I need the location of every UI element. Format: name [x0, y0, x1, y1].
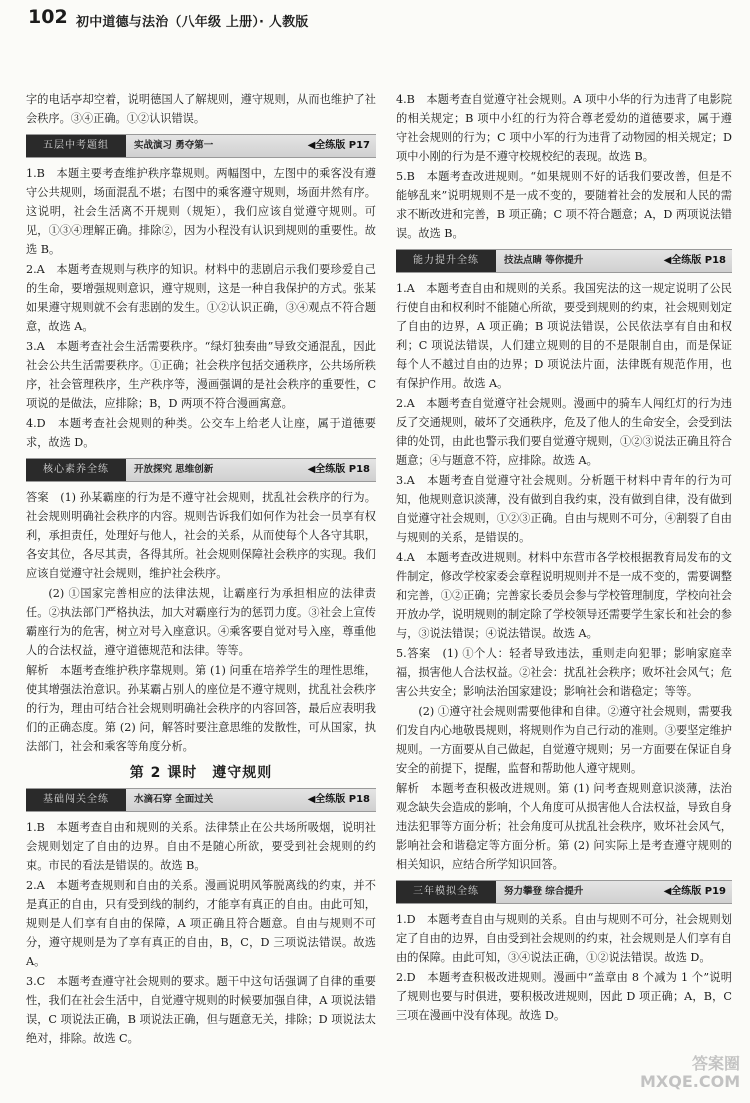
answer-item: 4.D 本题考查社会规则的种类。公交车上给老人让座，属于道德要求，故选 D。: [26, 417, 376, 449]
answer-item: 1.B 本题考查自由和规则的关系。法律禁止在公共场所吸烟，说明社会规则划定了自由的边界。自由不是随心所欲，要受到社会规则的约束。市民的看法是错误的。故选 B。: [26, 821, 376, 872]
watermark-line: 答案圈: [691, 1054, 740, 1073]
answer-item: 2.A 本题考查规则和自由的关系。漫画说明风筝脱离线的约束，并不是真正的自由，只有受到线的制约，才能享有真正的自由。由此可知，规则是人们享有自由的保障，A 项正确且符合题意。自由与规则不可分，遵守规则是为了享有真正的自由，B，C，D 三项说法错误。故选 A。: [26, 879, 376, 968]
section-subtitle: 水滴石穿 全面过关: [134, 794, 214, 805]
answer-item: 2.A 本题考查自觉遵守社会规则。漫画中的骑车人闯红灯的行为违反了交通规则，破坏了交通秩序，危及了他人的生命安全，会受到法律的处罚，由此也警示我们要自觉遵守规则，①②③说法正确且符合题意；④与题意不符，应排除。故选 A。: [396, 397, 732, 467]
section-band-core: [26, 458, 376, 482]
section-reference: ◀全练版 P18: [307, 464, 370, 475]
section-reference: ◀全练版 P17: [307, 140, 370, 151]
answer-item: 5.答案 (1) ①个人：轻者导致违法，重则走向犯罪；影响家庭幸福，损害他人合法权益。②社会：扰乱社会秩序；败坏社会风气；危害公共安全；影响法治国家建设；影响社会和谐稳定；等等。: [396, 647, 732, 698]
section-reference: ◀全练版 P19: [663, 886, 726, 897]
section-reference: ◀全练版 P18: [663, 255, 726, 266]
analysis-item: 解析 本题考查积极改进规则。第 (1) 问考查规则意识淡薄，法治观念缺失会造成的影响，个人角度可从损害他人合法权益，导致自身违法犯罪等方面分析；社会角度可从扰乱社会秩序，败坏社会风气，影响社会和谐稳定等方面分析。第 (2) 问实际上是考查遵守规则的相关知识，应结合所学知识回答。: [396, 782, 732, 871]
section-band-exam: [26, 134, 376, 158]
answer-item: 2.D 本题考查积极改进规则。漫画中“盖章由 8 个减为 1 个”说明了规则也要与时俱进，要积极改进规则，因此 D 项正确；A，B，C 三项在漫画中没有体现。故选 D。: [396, 971, 732, 1022]
left-column: [26, 90, 376, 1049]
section-tag: 能力提升全练: [396, 250, 496, 272]
lesson-title: 第 2 课时 遵守规则: [129, 765, 273, 781]
answer-item: 5.B 本题考查改进规则。“如果规则不好的话我们要改善，但是不能够乱来”说明规则不是一成不变的，要随着社会的发展和人民的需求不断改进和完善，B 项正确；C 项不符合题意；A，D 两项说法错误。故选 B。: [396, 170, 732, 240]
answer-item: 3.C 本题考查遵守社会规则的要求。题干中这句话强调了自律的重要性，我们在社会生活中，自觉遵守规则的时候要加强自律，A 项说法错误，C 项说法正确，B 项说法正确，但与题意无关，排除；D 项说法太绝对，排除。故选 C。: [26, 975, 376, 1045]
section-tag: 基础闯关全练: [26, 789, 126, 811]
section-band-basic: [26, 788, 376, 812]
answer-item: 1.B 本题主要考查维护秩序靠规则。两幅图中，左图中的乘客没有遵守公共规则，场面混乱不堪；右图中的乘客遵守规则，场面井然有序。这说明，社会生活离不开规则（规矩），我们应该自觉遵守规则。可见，①③④理解正确。排除②，因为小程没有认识到规则的重要性。故选 B。: [26, 167, 376, 256]
section-tag: 五层中考题组: [26, 135, 126, 157]
section-subtitle: 努力攀登 综合提升: [504, 886, 584, 897]
right-column: [396, 90, 732, 1026]
answer-item: (2) ①国家完善相应的法律法规，让霸座行为承担相应的法律责任。②执法部门严格执法，加大对霸座行为的惩罚力度。③社会上宣传霸座行为的危害，树立对号入座意识。④乘客要自觉对号入座，尊重他人的合法权益，遵守道德规范和法律。等等。: [26, 587, 376, 657]
intro-text: 字的电话亭却空着，说明德国人了解规则，遵守规则，从而也维护了社会秩序。③④正确。①②认识错误。: [26, 93, 376, 125]
answer-item: 1.D 本题考查自由与规则的关系。自由与规则不可分，社会规则划定了自由的边界，自由受到社会规则的约束，社会规则是人们享有自由的保障。由此可知，③④说法正确，①②说法错误。故选 D。: [396, 913, 732, 964]
section-band-ability: [396, 249, 732, 273]
section-tag: 核心素养全练: [26, 459, 126, 481]
watermark-line: MXQE.COM: [640, 1072, 741, 1091]
page-number: 102: [28, 6, 68, 28]
section-subtitle: 开放探究 思维创新: [134, 464, 214, 475]
answer-item: 1.A 本题考查自由和规则的关系。我国宪法的这一规定说明了公民行使自由和权利时不能随心所欲，要受到规则的约束，社会规则划定了自由的边界，A 项正确；B 项说法错误，公民依法享有自由和权利；C 项说法错误，人们建立规则的目的不是限制自由，而是保证每个人不越过自由的边界；D 项说法片面，法律既有规范作用，也有保护作用。故选 A。: [396, 282, 732, 390]
answer-item: 3.A 本题考查社会生活需要秩序。“绿灯独奏曲”导致交通混乱，因此社会公共生活需要秩序。①正确；社会秩序包括交通秩序，公共场所秩序，社会管理秩序，生产秩序等，漫画强调的是社会秩序的重要性，C 项说的是做法，应排除；B，D 两项不符合漫画寓意。: [26, 340, 376, 410]
section-subtitle: 技法点睛 等你提升: [504, 255, 584, 266]
section-reference: ◀全练版 P18: [307, 794, 370, 805]
answer-item: 2.A 本题考查规则与秩序的知识。材料中的悲剧启示我们要珍爱自己的生命，要增强规则意识，遵守规则，这是一种自我保护的方式。张某如果遵守规则就不会有悲剧的发生。①②认识正确，③④观点不符合题意，故选 A。: [26, 263, 376, 333]
answer-item: (2) ①遵守社会规则需要他律和自律。②遵守社会规则，需要我们发自内心地敬畏规则，将规则作为自己行动的准则。③要坚定维护规则。一方面要从自己做起，自觉遵守规则；另一方面要在保证自身安全的前提下，提醒，监督和帮助他人遵守规则。: [396, 705, 732, 775]
answer-item: 3.A 本题考查自觉遵守社会规则。分析题干材料中青年的行为可知，他规则意识淡薄，没有做到自我约束，没有做到自律，没有做到自觉遵守社会规则，①②③正确。自由与规则不可分，④割裂了自由与规则的关系，是错误的。: [396, 474, 732, 544]
section-tag: 三年模拟全练: [396, 881, 496, 903]
section-band-simulation: [396, 880, 732, 904]
answer-item: 4.B 本题考查自觉遵守社会规则。A 项中小华的行为违背了电影院的相关规定；B 项中小红的行为符合尊老爱幼的道德要求，属于遵守社会规则的行为；C 项中小军的行为违背了动物园的相关规定；D 项中小刚的行为是不遵守校规校纪的表现。故选 B。: [396, 93, 732, 163]
book-title: 初中道德与法治（八年级 上册）· 人教版: [76, 15, 309, 30]
analysis-item: 解析 本题考查维护秩序靠规则。第 (1) 问重在培养学生的理性思维，使其增强法治意识。孙某霸占别人的座位是不遵守规则，扰乱社会秩序的行为，理由可结合社会规则明确社会秩序的内容回答，最后应表明我们的正确态度。第 (2) 问，解答时要注意思维的发散性，可从国家，执法部门，社会和乘客等角度分析。: [26, 664, 376, 753]
answer-item: 答案 (1) 孙某霸座的行为是不遵守社会规则，扰乱社会秩序的行为。社会规则明确社会秩序的内容。规则告诉我们如何作为社会一员享有权利，承担责任，处理好与他人，社会的关系，从而使每个人各守其职，各安其位，各尽其责，各得其所。社会规则保障社会秩序的实现。我们应该自觉遵守社会规则，维护社会秩序。: [26, 491, 376, 580]
section-subtitle: 实战演习 勇夺第一: [134, 140, 214, 151]
answer-item: 4.A 本题考查改进规则。材料中东营市各学校根据教育局发布的文件制定，修改学校家委会章程说明规则并不是一成不变的，需要调整和完善，①②正确；完善家长委员会参与学校管理制度，学校向社会开放办学，说明规则的制定除了学校领导还需要学生家长和社会的参与，③说法错误；④说法错误。故选 A。: [396, 551, 732, 640]
page-header: [28, 6, 728, 38]
watermark: [640, 1055, 740, 1095]
